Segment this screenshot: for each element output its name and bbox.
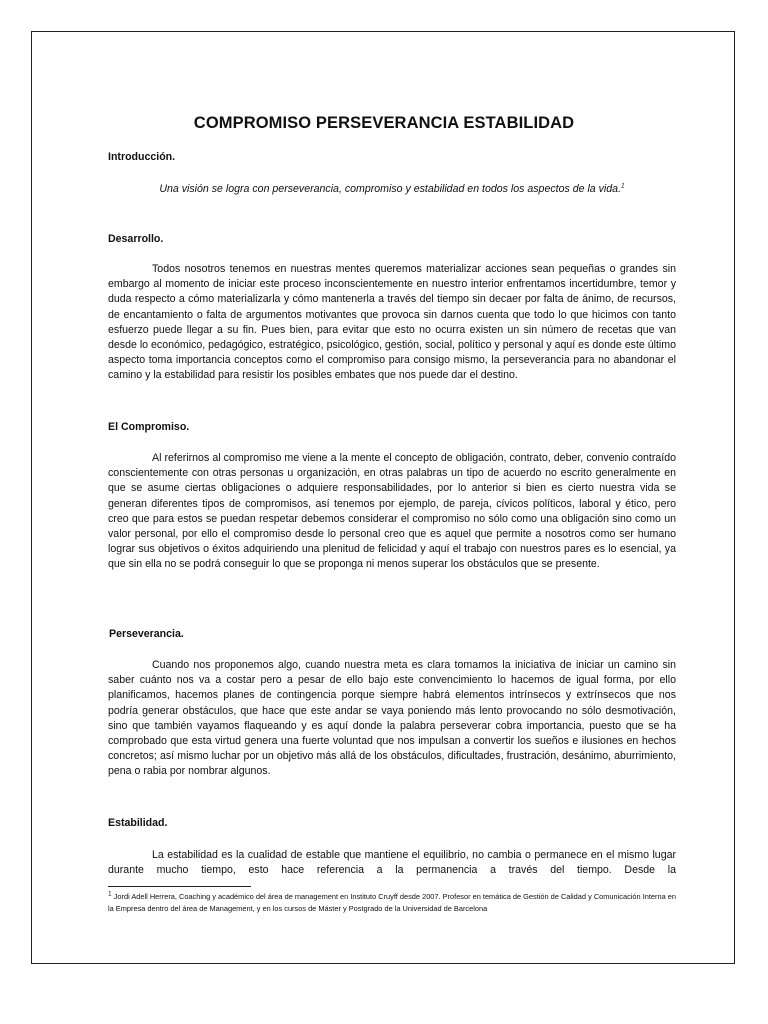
epigraph-text: Una visión se logra con perseverancia, compromiso y estabilidad en todos los aspectos de la vida. [159, 183, 622, 195]
footnote-ref: 1 [621, 182, 625, 190]
heading-desarrollo: Desarrollo. [108, 233, 164, 245]
footnote-separator [108, 886, 251, 887]
footnote-text: Jordi Adell Herrera, Coaching y académico del área de management en Instituto Cruyff desde 2007. Profesor en temática de Gestión de Calidad y Comunicación Interna en la Empresa dentro del área de Management, y en los cursos de Máster y Postgrado de la Universidad de Barcelona [108, 892, 676, 914]
paragraph-compromiso: Al referirnos al compromiso me viene a la mente el concepto de obligación, contrato, deber, convenio contraído conscientemente con otras personas u organización, en otras palabras un tipo de acuerdo no escrito generalmente en que se asume ciertas obligaciones o adquiere responsabilidades, por lo anterior si bien es cierto nuestra vida se generan diferentes tipos de compromisos, así tenemos por ejemplo, de pareja, cívicos políticos, laboral y ético, pero creo que para estos se puedan respetar debemos considerar el compromiso no sólo como una obligación sino como un valor personal, por ello el compromiso desde lo personal creo que es aquel que permite a nosotros como ser humano lograr sus objetivos o éxitos adquiriendo una plenitud de felicidad y aquí el trabajo con nuestros pares es lo esencial, ya que sin ella no se podrá conseguir lo que se proponga ni menos superar los obstáculos que se presente. [108, 452, 676, 571]
footnote-number: 1 [108, 890, 112, 898]
heading-compromiso: El Compromiso. [108, 421, 190, 433]
paragraph-estabilidad: La estabilidad es la cualidad de estable que mantiene el equilibrio, no cambia o permanece en el mismo lugar durante mucho tiempo, esto hace referencia a la permanencia a través del tiempo. Desde la [108, 849, 676, 877]
paragraph-perseverancia: Cuando nos proponemos algo, cuando nuestra meta es clara tomamos la iniciativa de iniciar un camino sin saber cuánto nos va a costar pero a pesar de ello bajo este convencimiento lo hacemos de igual forma, por ello planificamos, hacemos planes de contingencia porque siempre habrá elementos intrínsecos y extrínsecos que nos podría generar obstáculos, que hace que este andar se vaya poniendo más lento provocando no sólo desmotivación, sino que también vayamos flaqueando y es aquí donde la palabra perseverar cobra importancia, puesto que se ha comprobado que esta virtud genera una fuerte voluntad que nos impulsan a convertir los sueños e ilusiones en hechos concretos; así mismo luchar por un objetivo más allá de los obstáculos, dificultades, frustración, desánimo, aburrimiento, pena o rabia por nombrar algunos. [108, 659, 676, 778]
heading-perseverancia: Perseverancia. [109, 628, 184, 640]
heading-estabilidad: Estabilidad. [108, 817, 168, 829]
heading-introduccion: Introducción. [108, 151, 176, 163]
epigraph [108, 182, 676, 197]
footnote [108, 891, 676, 916]
paragraph-desarrollo: Todos nosotros tenemos en nuestras mentes queremos materializar acciones sean pequeñas o grandes sin embargo al momento de iniciar este proceso inconscientemente en nuestro interior enfrentamos incertidumbre, temor y duda respecto a cómo materializarla y cómo mantenerla a través del tiempo sin decaer por falta de ánimo, de recursos, de encantamiento o falta de argumentos motivantes que provoca sin darnos cuenta que todo lo que hicimos con tanto esfuerzo puede llegar a su fin. Pues bien, para evitar que esto no ocurra existen un sin número de recetas que van desde lo económico, pedagógico, estratégico, psicológico, gestión, social, político y personal y aquí es donde este último aspecto toma importancia conceptos como el compromiso para consigo mismo, la perseverancia para no abandonar el camino y la estabilidad para resistir los posibles embates que nos puede dar el destino. [108, 263, 676, 382]
document-title: COMPROMISO PERSEVERANCIA ESTABILIDAD [193, 114, 575, 132]
